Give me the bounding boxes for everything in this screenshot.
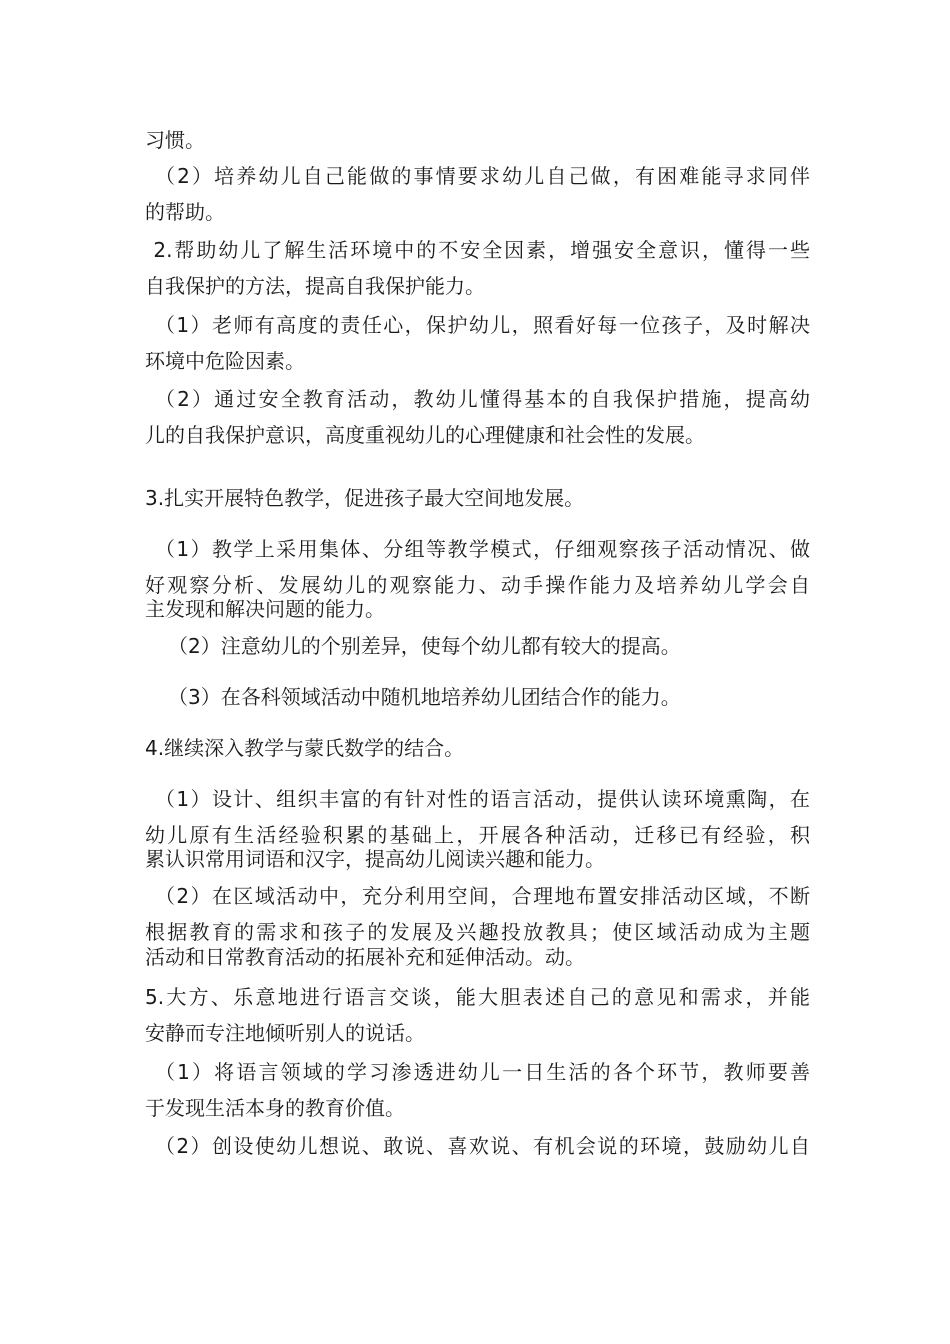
- text-line: （2）注意幼儿的个别差异，使每个幼儿都有较大的提高。: [168, 634, 681, 658]
- section-heading: 3.扎实开展特色教学，促进孩子最大空间地发展。: [145, 486, 585, 510]
- text-line: 安静而专注地倾听别人的说话。: [145, 1021, 425, 1045]
- text-line: 儿的自我保护意识，高度重视幼儿的心理健康和社会性的发展。: [145, 423, 705, 447]
- text-line: （3）在各科领域活动中随机地培养幼儿团结合作的能力。: [168, 685, 681, 709]
- text-line: （2）创设使幼儿想说、敢说、喜欢说、有机会说的环境，鼓励幼儿自: [155, 1134, 810, 1158]
- text-line: 累认识常用词语和汉字，提高幼儿阅读兴趣和能力。: [145, 847, 605, 871]
- text-line: 于发现生活本身的教育价值。: [145, 1096, 405, 1120]
- section-heading: 4.继续深入教学与蒙氏数学的结合。: [145, 736, 465, 760]
- text-line: （2）通过安全教育活动，教幼儿懂得基本的自我保护措施，提高幼: [155, 387, 810, 411]
- text-line: （1）老师有高度的责任心，保护幼儿，照看好每一位孩子，及时解决: [155, 313, 810, 337]
- text-line: 主发现和解决问题的能力。: [145, 597, 385, 621]
- text-line: （1）教学上采用集体、分组等教学模式，仔细观察孩子活动情况、做: [155, 537, 810, 561]
- text-line: 活动和日常教育活动的拓展补充和延伸活动。动。: [145, 945, 585, 969]
- text-line: 2.帮助幼儿了解生活环境中的不安全因素，增强安全意识，懂得一些: [145, 238, 810, 262]
- text-line: （1）设计、组织丰富的有针对性的语言活动，提供认读环境熏陶，在: [155, 787, 810, 811]
- text-line: 好观察分析、发展幼儿的观察能力、动手操作能力及培养幼儿学会自: [145, 573, 810, 597]
- text-line: （1）将语言领域的学习渗透进幼儿一日生活的各个环节，教师要善: [155, 1060, 810, 1084]
- text-line: 根据教育的需求和孩子的发展及兴趣投放教具；使区域活动成为主题: [145, 920, 810, 944]
- section-heading: 5.大方、乐意地进行语言交谈，能大胆表述自己的意见和需求，并能: [145, 985, 810, 1009]
- text-line: 环境中危险因素。: [145, 349, 305, 373]
- text-line: （2）培养幼儿自己能做的事情要求幼儿自己做，有困难能寻求同伴: [155, 164, 810, 188]
- text-line: 的帮助。: [145, 200, 225, 224]
- text-line: 自我保护的方法，提高自我保护能力。: [145, 274, 485, 298]
- text-line: 幼儿原有生活经验积累的基础上，开展各种活动，迁移已有经验，积: [145, 823, 810, 847]
- text-line: （2）在区域活动中，充分利用空间，合理地布置安排活动区域，不断: [155, 884, 810, 908]
- text-line: 习惯。: [145, 128, 205, 152]
